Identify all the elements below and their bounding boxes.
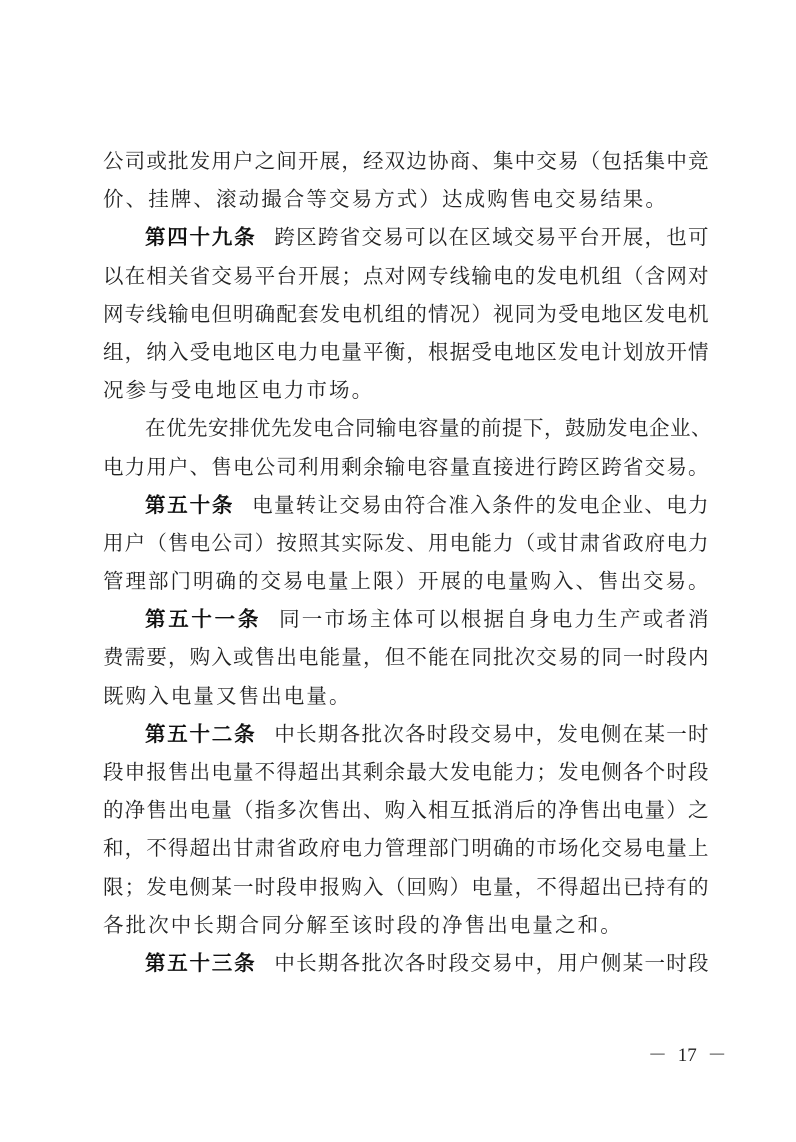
text-span: 中长期各批次各时段交易中，发电侧在某一时 [274, 721, 710, 746]
article-first-line [103, 218, 709, 256]
text-line: 组，纳入受电地区电力电量平衡，根据受电地区发电计划放开情 [103, 339, 709, 364]
document-body [103, 142, 712, 982]
text-line: 况参与受电地区电力市场。 [103, 378, 375, 403]
text-line: 用户（售电公司）按照其实际发、用电能力（或甘肃省政府电力 [103, 530, 709, 555]
text-span: 跨区跨省交易可以在区域交易平台开展，也可 [274, 225, 710, 250]
article-heading: 第五十一条 [145, 607, 262, 632]
text-span: 中长期各批次各时段交易中，用户侧某一时段 [274, 950, 710, 975]
text-line: 管理部门明确的交易电量上限）开展的电量购入、售出交易。 [103, 569, 709, 594]
article-heading: 第五十三条 [145, 950, 257, 975]
text-line: 段申报售出电量不得超出其剩余最大发电能力；发电侧各个时段 [103, 760, 709, 784]
article-first-line [103, 600, 709, 638]
text-line: 和，不得超出甘肃省政府电力管理部门明确的市场化交易电量上 [103, 836, 709, 861]
article-first-line [103, 486, 709, 524]
text-line: 公司或批发用户之间开展，经双边协商、集中交易（包括集中竞 [103, 149, 709, 173]
text-line: 费需要，购入或售出电能量，但不能在同批次交易的同一时段内 [103, 645, 709, 670]
article-heading: 第五十条 [145, 492, 235, 517]
text-line: 的净售出电量（指多次售出、购入相互抵消后的净售出电量）之 [103, 798, 709, 823]
text-line: 以在相关省交易平台开展；点对网专线输电的发电机组（含网对 [103, 263, 709, 288]
text-line: 价、挂牌、滚动撮合等交易方式）达成购售电交易结果。 [103, 187, 668, 212]
text-line: 在优先安排优先发电合同输电容量的前提下，鼓励发电企业、 [145, 416, 712, 441]
text-span: 同一市场主体可以根据自身电力生产或者消 [279, 607, 710, 632]
text-line: 各批次中长期合同分解至该时段的净售出电量之和。 [103, 912, 623, 937]
text-line: 网专线输电但明确配套发电机组的情况）视同为受电地区发电机 [103, 301, 709, 326]
page-number: － 17 － [648, 1045, 727, 1066]
article-heading: 第五十二条 [145, 721, 257, 746]
text-line: 电力用户、售电公司利用剩余输电容量直接进行跨区跨省交易。 [103, 454, 709, 479]
text-span: 电量转让交易由符合准入条件的发电企业、电力 [252, 492, 710, 517]
text-line: 限；发电侧某一时段申报购入（回购）电量，不得超出已持有的 [103, 874, 709, 899]
article-first-line [103, 944, 709, 982]
text-line: 既购入电量又售出电量。 [103, 683, 352, 708]
article-heading: 第四十九条 [145, 225, 257, 250]
article-first-line [103, 715, 709, 753]
